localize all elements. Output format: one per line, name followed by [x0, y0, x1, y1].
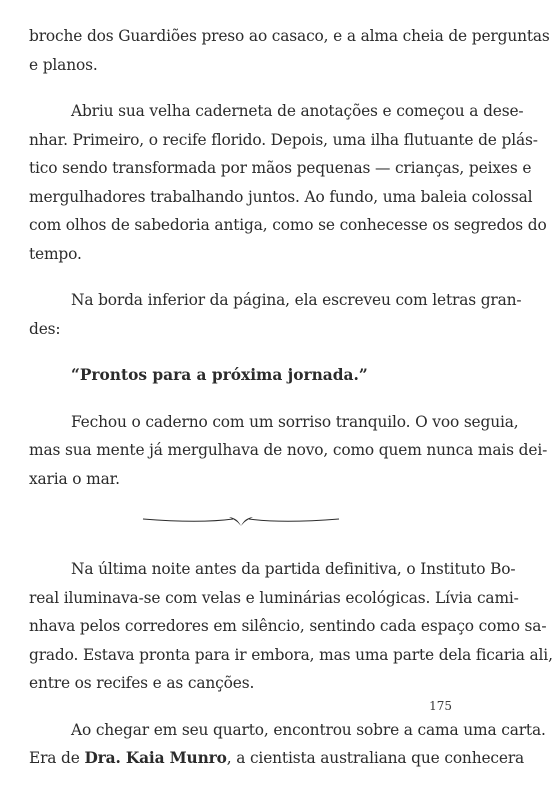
- book-page-body: [29, 22, 553, 791]
- text-line: e planos.: [29, 55, 98, 74]
- text-line-with-bold-name: [29, 744, 525, 773]
- text-line: xaria o mar.: [29, 469, 120, 488]
- paragraph-6: [29, 555, 553, 698]
- paragraph-7: [29, 716, 546, 773]
- bold-quote-line: “Prontos para a próxima jornada.”: [71, 366, 368, 384]
- scroll-divider-icon: [141, 511, 341, 531]
- paragraph-5: [29, 408, 548, 494]
- text-line: com olhos de sabedoria antiga, como se conhecesse os segredos do: [29, 216, 547, 234]
- text-line: nhar. Primeiro, o recife florido. Depois, uma ilha flutuante de plás-: [29, 130, 538, 149]
- text-line: Na borda inferior da página, ela escreveu com letras gran-: [71, 291, 522, 309]
- text-line: tempo.: [29, 244, 82, 263]
- text-line: nhava pelos corredores em silêncio, sentindo cada espaço como sa-: [29, 617, 547, 635]
- text-line: mas sua mente já mergulhava de novo, como quem nunca mais dei-: [29, 441, 548, 459]
- text-line: entre os recifes e as canções.: [29, 674, 255, 692]
- text-line: Na última noite antes da partida definitiva, o Instituto Bo-: [71, 560, 516, 578]
- text-line: grado. Estava pronta para ir embora, mas uma parte dela ficaria ali,: [29, 645, 553, 664]
- text-fragment: Era de: [29, 749, 80, 767]
- text-line: broche dos Guardiões preso ao casaco, e a alma cheia de perguntas: [29, 27, 550, 45]
- text-fragment: , a cientista australiana que conhecera: [226, 749, 525, 767]
- text-line: Fechou o caderno com um sorriso tranquilo. O voo seguia,: [71, 412, 519, 431]
- bold-name: Dra. Kaia Munro: [84, 749, 227, 767]
- text-line: Ao chegar em seu quarto, encontrou sobre a cama uma carta.: [71, 720, 546, 739]
- text-line: tico sendo transformada por mãos pequenas — crianças, peixes e: [29, 159, 532, 177]
- text-line: Abriu sua velha caderneta de anotações e começou a dese-: [71, 102, 524, 120]
- text-line: real iluminava-se com velas e luminárias ecológicas. Lívia cami-: [29, 588, 519, 607]
- paragraph-2: [29, 97, 547, 268]
- paragraph-4-bold-quote: [29, 361, 452, 390]
- text-line: mergulhadores trabalhando juntos. Ao fundo, uma baleia colossal: [29, 187, 533, 206]
- page-number: 175: [429, 699, 452, 713]
- paragraph-3: [29, 286, 522, 343]
- text-line: des:: [29, 319, 61, 338]
- paragraph-1: [29, 22, 550, 79]
